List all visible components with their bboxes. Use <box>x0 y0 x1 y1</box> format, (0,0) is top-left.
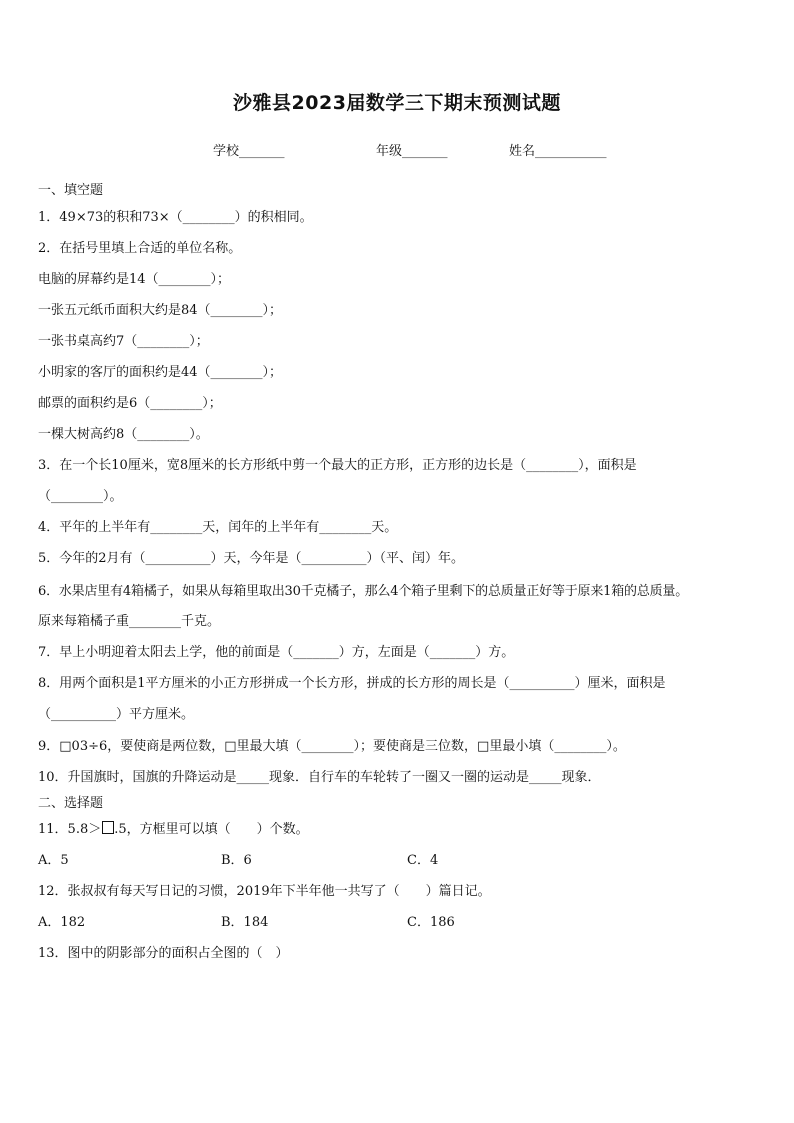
question-8-continued: （__________）平方厘米。 <box>38 707 195 722</box>
student-info-row <box>0 140 794 158</box>
option-c: C．4 <box>407 853 439 868</box>
question-4: 4．平年的上半年有________天，闰年的上半年有________天。 <box>38 520 398 535</box>
question-6: 6．水果店里有4箱橘子，如果从每箱里取出30千克橘子，那么4个箱子里剩下的总质量正好等于原来1箱的总质量。 <box>38 584 689 599</box>
question-1: 1．49×73的积和73×（________）的积相同。 <box>38 210 313 225</box>
question-3: 3．在一个长10厘米，宽8厘米的长方形纸中剪一个最大的正方形，正方形的边长是（________），面积是 <box>38 458 637 473</box>
question-2-item: 一张书桌高约7（________）； <box>38 334 209 349</box>
question-3-continued: （________）。 <box>38 489 123 504</box>
question-6-continued: 原来每箱橘子重________千克。 <box>38 614 221 629</box>
question-2-item: 邮票的面积约是6（________）； <box>38 396 222 411</box>
question-11 <box>38 821 309 839</box>
question-10: 10．升国旗时，国旗的升降运动是_____现象．自行车的车轮转了一圈又一圈的运动是_____现象． <box>38 770 601 785</box>
question-9: 9．□03÷6，要使商是两位数，□里最大填（________）；要使商是三位数，□里最小填（________）。 <box>38 739 626 754</box>
option-c: C．186 <box>407 915 455 930</box>
question-11-prefix: 11．5.8＞ <box>38 822 102 837</box>
question-2-item: 一张五元纸币面积大约是84（________）； <box>38 303 283 318</box>
section-heading-fill-in: 一、填空题 <box>38 183 104 198</box>
question-2: 2．在括号里填上合适的单位名称。 <box>38 241 242 256</box>
question-2-item: 小明家的客厅的面积约是44（________）； <box>38 365 283 380</box>
question-11-suffix: .5，方框里可以填（ ）个数。 <box>114 822 309 837</box>
option-a: A．182 <box>38 915 86 930</box>
grade-field <box>376 140 448 159</box>
name-blank: ___________ <box>535 144 607 159</box>
blank-box-icon <box>102 821 114 834</box>
question-2-item: 一棵大树高约8（________）。 <box>38 427 209 442</box>
option-b: B．184 <box>221 915 269 930</box>
school-label: 学校 <box>213 144 240 159</box>
section-heading-choice: 二、选择题 <box>38 796 104 811</box>
question-13: 13．图中的阴影部分的面积占全图的（ ） <box>38 946 289 961</box>
question-8: 8．用两个面积是1平方厘米的小正方形拼成一个长方形，拼成的长方形的周长是（__________）厘米，面积是 <box>38 676 666 691</box>
school-field <box>213 140 285 159</box>
option-b: B．6 <box>221 853 252 868</box>
name-field <box>509 140 607 159</box>
grade-label: 年级 <box>376 144 403 159</box>
page-title: 沙雅县2023届数学三下期末预测试题 <box>233 92 561 114</box>
question-12: 12．张叔叔有每天写日记的习惯，2019年下半年他一共写了（ ）篇日记。 <box>38 884 491 899</box>
option-a: A．5 <box>38 853 69 868</box>
question-7: 7．早上小明迎着太阳去上学，他的前面是（_______）方，左面是（_______）方。 <box>38 645 515 660</box>
question-2-item: 电脑的屏幕约是14（________）； <box>38 272 231 287</box>
grade-blank: _______ <box>402 144 448 159</box>
name-label: 姓名 <box>509 144 536 159</box>
school-blank: _______ <box>239 144 285 159</box>
question-5: 5．今年的2月有（__________）天，今年是（__________）（平、闰）年。 <box>38 551 465 566</box>
